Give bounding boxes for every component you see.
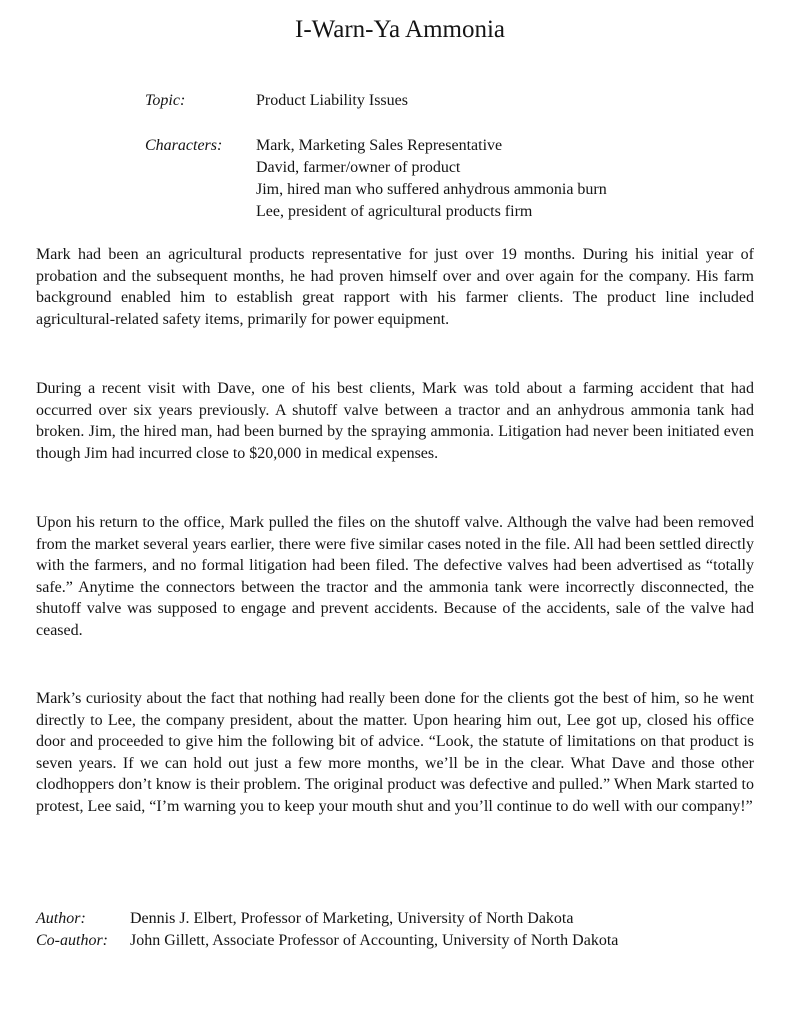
character-item: Mark, Marketing Sales Representative (256, 137, 503, 154)
character-item: Jim, hired man who suffered anhydrous ammonia burn (256, 181, 607, 198)
topic-label: Topic: (145, 92, 186, 109)
paragraph: Mark had been an agricultural products representative for just over 19 months. During his initial year of probation and the subsequent months, he had proven himself over and over again for the company. His farm background enabled him to establish great rapport with his farmer clients. The product line included agricultural-related safety items, primarily for power equipment. (36, 246, 754, 328)
coauthor-value: John Gillett, Associate Professor of Accounting, University of North Dakota (130, 932, 619, 949)
character-item: David, farmer/owner of product (256, 159, 461, 176)
paragraph: Upon his return to the office, Mark pulled the files on the shutoff valve. Although the valve had been removed from the market several years earlier, there were five similar cases noted in the file. All had been settled directly with the farmers, and no formal litigation had been filed. The defective valves had been advertised as “totally safe.” Anytime the connectors between the tractor and the ammonia tank were incorrectly disconnected, the shutoff valve was supposed to engage and prevent accidents. Because of the accidents, sale of the valve had ceased. (36, 514, 754, 639)
document-title: I-Warn-Ya Ammonia (295, 16, 505, 43)
author-label: Author: (36, 910, 86, 927)
coauthor-label: Co-author: (36, 932, 108, 949)
characters-label: Characters: (145, 137, 223, 154)
paragraph: Mark’s curiosity about the fact that nothing had really been done for the clients got the best of him, so he went directly to Lee, the company president, about the matter. Upon hearing him out, Lee got up, closed his office door and proceeded to give him the following bit of advice. “Look, the statute of limitations on that product is seven years. If we can hold out just a few more months, we’ll be in the clear. What Dave and those other clodhoppers don’t know is their problem. The original product was defective and pulled.” When Mark started to protest, Lee said, “I’m warning you to keep your mouth shut and you’ll continue to do well with our company!” (36, 690, 754, 815)
paragraph: During a recent visit with Dave, one of his best clients, Mark was told about a farming accident that had occurred over six years previously. A shutoff valve between a tractor and an anhydrous ammonia tank had broken. Jim, the hired man, had been burned by the spraying ammonia. Litigation had never been initiated even though Jim had incurred close to $20,000 in medical expenses. (36, 380, 754, 462)
author-value: Dennis J. Elbert, Professor of Marketing, University of North Dakota (130, 910, 574, 927)
character-item: Lee, president of agricultural products firm (256, 203, 533, 220)
topic-value: Product Liability Issues (256, 92, 408, 109)
characters-list (256, 135, 607, 223)
